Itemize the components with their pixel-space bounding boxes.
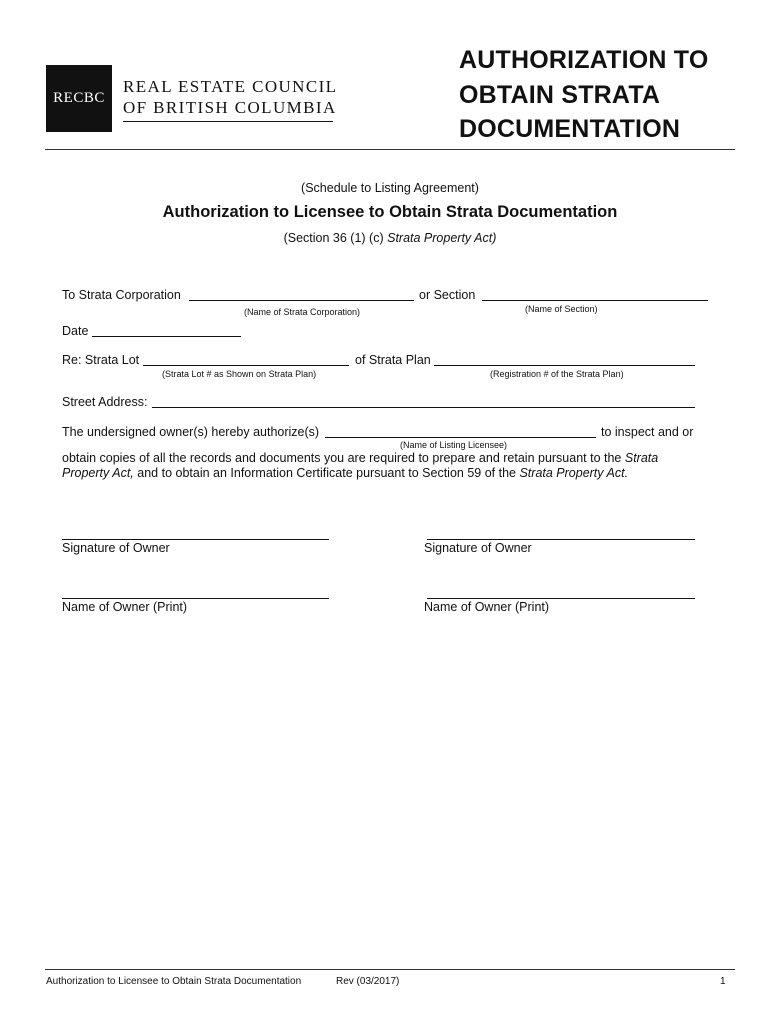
header-divider: [45, 149, 735, 150]
signature-owner-right-field[interactable]: [427, 539, 695, 540]
authorize-suffix: to inspect and or: [601, 425, 694, 439]
logo-text: RECBC: [53, 90, 105, 106]
name-owner-left-field[interactable]: [62, 598, 329, 599]
strata-lot-hint: (Strata Lot # as Shown on Strata Plan): [162, 369, 317, 379]
document-title-line3: DOCUMENTATION: [459, 115, 681, 143]
body-line2-italic-a: Property Act,: [62, 466, 134, 480]
section-ref-act: Strata Property Act): [387, 231, 497, 245]
name-owner-right-field[interactable]: [427, 598, 695, 599]
authorization-body-line2: [62, 466, 628, 480]
body-line2-text: and to obtain an Information Certificate pursuant to Section 59 of the: [133, 466, 520, 480]
authorize-prefix: The undersigned owner(s) hereby authorize(s): [62, 425, 320, 439]
strata-lot-field[interactable]: [143, 365, 349, 366]
re-strata-lot-label: Re: Strata Lot: [62, 353, 140, 367]
strata-plan-hint: (Registration # of the Strata Plan): [490, 369, 624, 379]
strata-plan-field[interactable]: [434, 365, 695, 366]
date-field[interactable]: [92, 336, 241, 337]
footer-revision: Rev (03/2017): [336, 976, 400, 987]
footer-divider: [45, 969, 735, 970]
body-line2-italic-b: Strata Property Act.: [519, 466, 629, 480]
street-address-label: Street Address:: [62, 395, 148, 409]
or-section-label: or Section: [419, 288, 476, 302]
date-label: Date: [62, 324, 89, 338]
schedule-subtitle: (Schedule to Listing Agreement): [301, 181, 479, 195]
recbc-logo: [46, 65, 112, 132]
section-ref-prefix: (Section 36 (1) (c): [283, 231, 388, 245]
strata-corporation-hint: (Name of Strata Corporation): [244, 307, 361, 317]
footer-doc-title: Authorization to Licensee to Obtain Strata Documentation: [46, 976, 302, 987]
body-line1-italic: Strata: [624, 451, 659, 465]
authorization-body-line1: [62, 451, 658, 465]
listing-licensee-field[interactable]: [325, 437, 596, 438]
document-title-line2: OBTAIN STRATA: [459, 81, 661, 109]
strata-corporation-field[interactable]: [189, 300, 414, 301]
body-line1-text: obtain copies of all the records and documents you are required to prepare and retain pursuant to the: [62, 451, 625, 465]
signature-owner-left-field[interactable]: [62, 539, 329, 540]
council-underline: [123, 121, 333, 122]
council-name-line1: REAL ESTATE COUNCIL: [123, 77, 338, 96]
section-name-hint: (Name of Section): [525, 304, 598, 314]
section-name-field[interactable]: [482, 300, 708, 301]
signature-owner-left-label: Signature of Owner: [62, 541, 170, 555]
of-strata-plan-label: of Strata Plan: [355, 353, 431, 367]
street-address-field[interactable]: [152, 407, 695, 408]
document-title-line1: AUTHORIZATION TO: [459, 46, 709, 74]
name-owner-right-label: Name of Owner (Print): [424, 600, 550, 614]
form-heading: Authorization to Licensee to Obtain Strata Documentation: [162, 203, 618, 221]
signature-owner-right-label: Signature of Owner: [424, 541, 532, 555]
section-reference: [45, 231, 735, 245]
name-owner-left-label: Name of Owner (Print): [62, 600, 188, 614]
to-strata-corporation-label: To Strata Corporation: [62, 288, 181, 302]
listing-licensee-hint: (Name of Listing Licensee): [400, 440, 508, 450]
council-name-line2: OF BRITISH COLUMBIA: [123, 98, 337, 117]
footer-page-number: 1: [720, 976, 726, 987]
